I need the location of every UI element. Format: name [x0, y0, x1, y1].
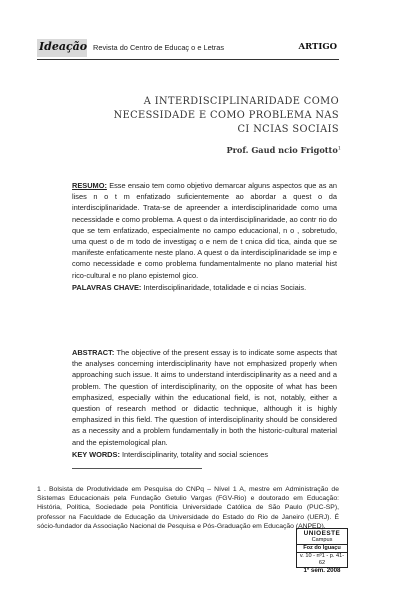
- stamp-university: UNIOESTE: [303, 530, 341, 537]
- title-line: CI NCIAS SOCIAIS: [237, 124, 339, 135]
- stamp-volume: v. 10 - nº1 - p. 41-62: [299, 553, 345, 566]
- palavras-chave-label: PALAVRAS CHAVE:: [72, 282, 142, 292]
- stamp-semester: 1º sem. 2008: [303, 567, 341, 574]
- key-words-text: Interdisciplinarity, totality and social sciences: [121, 449, 269, 459]
- journal-name: Revista do Centro de Educaç o e Letras: [93, 43, 225, 52]
- footnote: 1 . Bolsista de Produtividade em Pesquisa do CNPq – Nível 1 A, mestre em Administração de Sistemas Educacionais pela Fundação Getulio Vargas (FGV-Rio) e doutorado em Educação: História, Política, Sociedade pela Pontifícia Universidade Católica de São Paulo (PUC-SP), professor na Faculdade de Educação da Universidade do Estado do Rio de Janeiro (UERJ). É sócio-fundador da Associação Nacional de Pesquisa e Pós-Graduação em Educação (ANPED).: [37, 486, 339, 530]
- abstract-label: ABSTRACT:: [72, 348, 115, 357]
- resumo-label: RESUMO:: [72, 181, 107, 190]
- journal-logo-text: Ideação: [39, 40, 88, 53]
- key-words-label: KEY WORDS:: [72, 449, 120, 459]
- resumo-section: [72, 180, 337, 293]
- journal-stamp: [296, 528, 348, 574]
- resumo-text: Esse ensaio tem como objetivo demarcar alguns aspectos que as an lises n o t m enfatizado suficientemente ao abordar a quest o da interdisciplinaridade. Trata-se de apreender a interdisciplinaridade como uma necessidade e como problema. A quest o da interdisciplinaridade, ao contr rio do que se tem enfatizado, especialmente no campo educacional, n o , sobretudo, uma quest o de m todo de investigaç o e nem de t cnica did tica, ainda que se manifeste enfaticamente neste plano. A quest o da interdisciplinaridade se imp e como necessidade e como problema fundamentalmente no plano material hist rico-cultural e no plano epistemol gico.: [72, 181, 337, 280]
- footnote-mark: 1: [337, 145, 341, 152]
- author-name: Prof. Gaud ncio Frigotto: [226, 145, 338, 155]
- header-divider: [37, 59, 339, 60]
- key-words: [72, 449, 337, 460]
- title-line: A INTERDISCIPLINARIDADE COMO: [143, 96, 339, 107]
- page-header: [37, 37, 339, 61]
- abstract-text: The objective of the present essay is to indicate some aspects that the analyses concerning interdisciplinarity have not emphasized properly when approaching such issue. It aims to understand interdisciplinarity as a need and a problem. The question of interdisciplinarity, on the opposite of what has been emphasized, especially within the educational field, is not, notably, either a question of research method or didactic technique, although it is highly emphasized in this field. The question of interdisciplinarity should be considered as a necessity and a problem fundamentally in both the historic-cultural material and the epistemological plan.: [72, 348, 338, 447]
- section-label: ARTIGO: [298, 42, 337, 52]
- palavras-chave: [72, 282, 337, 293]
- resumo-paragraph: [72, 180, 337, 281]
- stamp-campus: Campus: [311, 537, 333, 543]
- article-title: [79, 95, 339, 137]
- journal-logo: [37, 39, 87, 57]
- abstract-section: [72, 347, 337, 460]
- abstract-paragraph: [72, 347, 337, 448]
- palavras-chave-text: Interdisciplinaridade, totalidade e ci ncias Sociais.: [143, 282, 307, 292]
- footnote-divider: [72, 468, 202, 469]
- stamp-city: Foz do Iguaçu: [297, 544, 347, 553]
- title-line: NECESSIDADE E COMO PROBLEMA NAS: [113, 110, 339, 121]
- author-line: [226, 145, 341, 155]
